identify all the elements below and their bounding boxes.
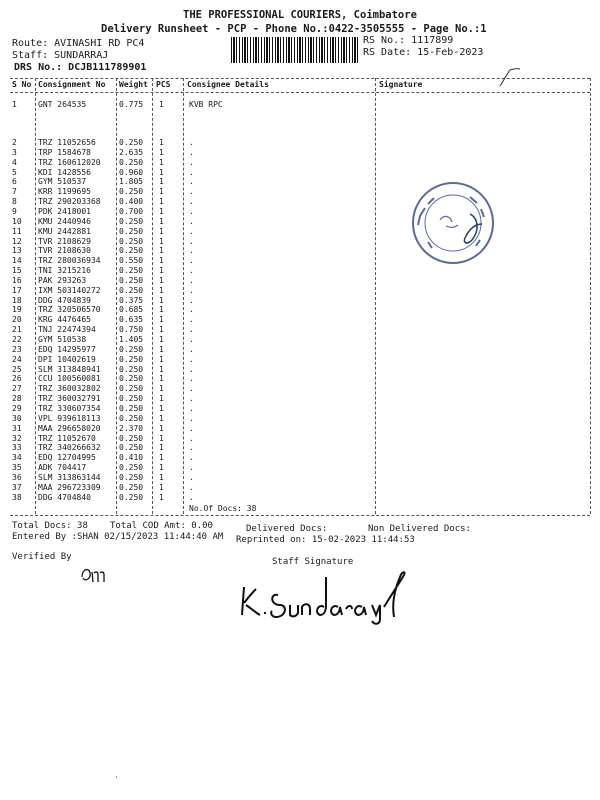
row-pcs: 1 [159,374,164,383]
row-pcs: 1 [159,424,164,433]
row-sno: 2 [12,138,17,147]
row-sno: 8 [12,197,17,206]
row-details: . [189,493,194,502]
runsheet-title: Delivery Runsheet - PCP - Phone No.:0422-3505555 - Page No.:1 [101,23,487,35]
row-details: . [189,394,194,403]
no-of-docs: No.Of Docs: 38 [189,504,257,513]
row-weight: 0.250 [119,384,144,393]
row-pcs: 1 [159,463,164,472]
row-details: . [189,305,194,314]
row-pcs: 1 [159,148,164,157]
row-details: . [189,217,194,226]
row-weight: 0.375 [119,296,144,305]
row-weight: 0.250 [119,246,144,255]
col-consignee: Consignee Details [187,80,269,89]
table-row [0,305,600,315]
scan-mark: ʾ [114,775,119,784]
row-consignment: CCU 100560081 [38,374,101,383]
row-details: . [189,374,194,383]
row-sno: 12 [12,237,22,246]
verified-by: Verified By [12,552,72,562]
row-consignment: KMU 2442881 [38,227,91,236]
row-consignment: EDQ 12704995 [38,453,96,462]
row-details: . [189,424,194,433]
row-sno: 36 [12,473,22,482]
company-name: THE PROFESSIONAL COURIERS, Coimbatore [183,9,417,21]
row-weight: 0.250 [119,374,144,383]
row-details: . [189,483,194,492]
table-row [0,197,600,207]
col-sno: S No [12,80,32,89]
row-sno: 5 [12,168,17,177]
row-sno: 32 [12,434,22,443]
row-details: . [189,443,194,452]
row-pcs: 1 [159,325,164,334]
row-weight: 0.250 [119,473,144,482]
row-weight: 0.250 [119,414,144,423]
row-weight: 0.960 [119,168,144,177]
row-weight: 0.400 [119,197,144,206]
row-details: . [189,463,194,472]
row-pcs: 1 [159,168,164,177]
table-row [0,424,600,434]
row-pcs: 1 [159,296,164,305]
col-weight: Weight [119,80,148,89]
row-pcs: 1 [159,256,164,265]
row-details: . [189,434,194,443]
row-pcs: 1 [159,483,164,492]
total-docs: Total Docs: 38 [12,521,88,531]
row-sno: 34 [12,453,22,462]
row-pcs: 1 [159,453,164,462]
row-sno: 33 [12,443,22,452]
row-weight: 2.635 [119,148,144,157]
row-details: . [189,197,194,206]
row-details: . [189,473,194,482]
row-consignment: EDQ 14295977 [38,345,96,354]
table-row [0,315,600,325]
row-sno: 10 [12,217,22,226]
row-details: . [189,177,194,186]
row-weight: 0.250 [119,266,144,275]
row-sno: 22 [12,335,22,344]
row-pcs: 1 [159,197,164,206]
row-weight: 0.635 [119,315,144,324]
table-row [0,286,600,296]
row-details: . [189,246,194,255]
row-consignment: TRZ 320506570 [38,305,101,314]
row-sno: 19 [12,305,22,314]
row-sno: 3 [12,148,17,157]
row-pcs: 1 [159,493,164,502]
table-row [0,443,600,453]
row-details: . [189,355,194,364]
row-sno: 20 [12,315,22,324]
table-row [0,148,600,158]
row-sno: 1 [12,100,17,109]
delivered-docs: Delivered Docs: [246,524,328,534]
table-row [0,414,600,424]
row-details: KVB RPC [189,100,223,109]
row-consignment: KRG 4476465 [38,315,91,324]
row-weight: 0.550 [119,256,144,265]
row-consignment: DDG 4704840 [38,493,91,502]
row-details: . [189,276,194,285]
row-details: . [189,168,194,177]
row-pcs: 1 [159,443,164,452]
row-weight: 0.250 [119,158,144,167]
row-pcs: 1 [159,414,164,423]
row-consignment: TNJ 22474394 [38,325,96,334]
row-consignment: TRZ 160612020 [38,158,101,167]
row-consignment: TRZ 280036934 [38,256,101,265]
row-pcs: 1 [159,100,164,109]
row-details: . [189,414,194,423]
pen-mark [498,66,522,88]
row-weight: 0.250 [119,355,144,364]
row-weight: 0.250 [119,237,144,246]
row-sno: 13 [12,246,22,255]
row-weight: 0.250 [119,286,144,295]
row-details: . [189,335,194,344]
row-details: . [189,365,194,374]
row-weight: 1.805 [119,177,144,186]
row-weight: 0.250 [119,276,144,285]
row-consignment: TRZ 340266632 [38,443,101,452]
table-row [0,384,600,394]
table-row [0,493,600,503]
row-details: . [189,453,194,462]
rs-number: RS No.: 1117899 [363,35,454,46]
table-row [0,138,600,148]
row-pcs: 1 [159,365,164,374]
row-sno: 9 [12,207,17,216]
col-signature: Signature [379,80,423,89]
row-consignment: TRZ 330607354 [38,404,101,413]
drs-number: DRS No.: DCJB111789901 [14,62,147,73]
row-details: . [189,296,194,305]
row-consignment: TNI 3215216 [38,266,91,275]
row-sno: 16 [12,276,22,285]
row-consignment: SLM 313848941 [38,365,101,374]
staff-signature [234,567,420,627]
row-details: . [189,266,194,275]
row-weight: 0.250 [119,394,144,403]
row-sno: 30 [12,414,22,423]
row-pcs: 1 [159,404,164,413]
col-consignment: Consignment No [38,80,106,89]
row-consignment: DPI 10402619 [38,355,96,364]
row-sno: 23 [12,345,22,354]
entered-by: Entered By :SHAN 02/15/2023 11:44:40 AM [12,532,224,542]
row-consignment: TRZ 360032791 [38,394,101,403]
row-pcs: 1 [159,394,164,403]
table-row [0,100,600,110]
table-row [0,256,600,266]
row-sno: 15 [12,266,22,275]
table-row [0,483,600,493]
row-consignment: ADK 704417 [38,463,87,472]
row-pcs: 1 [159,335,164,344]
row-pcs: 1 [159,246,164,255]
row-sno: 6 [12,177,17,186]
table-row [0,158,600,168]
row-consignment: TRZ 11052670 [38,434,96,443]
row-weight: 0.250 [119,404,144,413]
table-row [0,177,600,187]
row-consignment: GYM 510537 [38,177,87,186]
row-weight: 0.750 [119,325,144,334]
row-consignment: MAA 296658020 [38,424,101,433]
row-details: . [189,138,194,147]
row-pcs: 1 [159,207,164,216]
row-details: . [189,384,194,393]
table-row [0,217,600,227]
table-row [0,394,600,404]
row-pcs: 1 [159,384,164,393]
row-sno: 21 [12,325,22,334]
row-consignment: TVR 2108629 [38,237,91,246]
table-row [0,207,600,217]
row-weight: 0.250 [119,493,144,502]
table-row [0,246,600,256]
row-sno: 27 [12,384,22,393]
row-sno: 38 [12,493,22,502]
row-weight: 0.250 [119,443,144,452]
row-pcs: 1 [159,434,164,443]
row-consignment: IXM 503140272 [38,286,101,295]
row-sno: 4 [12,158,17,167]
row-pcs: 1 [159,237,164,246]
row-weight: 0.250 [119,434,144,443]
table-row [0,335,600,345]
table-bottom-rule [10,515,590,516]
row-weight: 0.250 [119,187,144,196]
table-row [0,374,600,384]
row-consignment: KRR 1199695 [38,187,91,196]
row-sno: 24 [12,355,22,364]
table-row [0,463,600,473]
barcode [231,37,359,63]
row-sno: 35 [12,463,22,472]
row-pcs: 1 [159,355,164,364]
row-pcs: 1 [159,276,164,285]
row-sno: 17 [12,286,22,295]
row-details: . [189,315,194,324]
row-weight: 0.250 [119,463,144,472]
staff-signature-label: Staff Signature [272,557,354,567]
table-row [0,266,600,276]
row-details: . [189,404,194,413]
table-row [0,453,600,463]
table-row [0,276,600,286]
row-sno: 18 [12,296,22,305]
row-sno: 7 [12,187,17,196]
row-consignment: VPL 939618113 [38,414,101,423]
row-details: . [189,187,194,196]
rs-date: RS Date: 15-Feb-2023 [363,47,484,58]
row-details: . [189,237,194,246]
non-delivered-docs: Non Delivered Docs: [368,524,471,534]
row-weight: 0.250 [119,483,144,492]
row-weight: 0.685 [119,305,144,314]
row-consignment: MAA 296723309 [38,483,101,492]
round-stamp [410,180,496,266]
row-consignment: KDI 1428556 [38,168,91,177]
row-weight: 0.250 [119,138,144,147]
row-sno: 25 [12,365,22,374]
table-row [0,355,600,365]
row-details: . [189,207,194,216]
row-pcs: 1 [159,266,164,275]
row-weight: 0.410 [119,453,144,462]
table-row [0,187,600,197]
table-row [0,227,600,237]
row-weight: 0.250 [119,227,144,236]
row-pcs: 1 [159,286,164,295]
row-details: . [189,148,194,157]
row-weight: 1.405 [119,335,144,344]
reprinted-on: Reprinted on: 15-02-2023 11:44:53 [236,535,415,545]
table-row [0,404,600,414]
row-pcs: 1 [159,473,164,482]
row-details: . [189,286,194,295]
row-details: . [189,325,194,334]
row-consignment: TRP 1584678 [38,148,91,157]
table-row [0,473,600,483]
row-weight: 0.250 [119,365,144,374]
row-details: . [189,345,194,354]
route-label: Route: AVINASHI RD PC4 [12,38,145,49]
staff-label: Staff: SUNDARRAJ [12,50,109,61]
col-pcs: PCS [156,80,171,89]
row-details: . [189,227,194,236]
total-cod: Total COD Amt: 0.00 [110,521,213,531]
row-consignment: TVR 2108630 [38,246,91,255]
row-weight: 0.250 [119,217,144,226]
row-pcs: 1 [159,315,164,324]
row-details: . [189,158,194,167]
row-consignment: GYM 510538 [38,335,87,344]
row-pcs: 1 [159,138,164,147]
row-pcs: 1 [159,187,164,196]
row-sno: 29 [12,404,22,413]
row-pcs: 1 [159,158,164,167]
row-weight: 0.775 [119,100,144,109]
row-weight: 2.370 [119,424,144,433]
table-row [0,345,600,355]
row-weight: 0.250 [119,345,144,354]
row-pcs: 1 [159,217,164,226]
row-pcs: 1 [159,305,164,314]
row-sno: 26 [12,374,22,383]
row-pcs: 1 [159,345,164,354]
row-pcs: 1 [159,227,164,236]
verifier-initials [78,563,106,585]
row-consignment: SLM 313863144 [38,473,101,482]
row-sno: 37 [12,483,22,492]
row-consignment: GNT 264535 [38,100,87,109]
row-consignment: TRZ 290203368 [38,197,101,206]
header-rule [10,92,590,93]
table-row [0,325,600,335]
row-consignment: TRZ 360032802 [38,384,101,393]
row-consignment: TRZ 11052656 [38,138,96,147]
row-pcs: 1 [159,177,164,186]
row-weight: 0.700 [119,207,144,216]
row-details: . [189,256,194,265]
row-sno: 28 [12,394,22,403]
row-consignment: PDK 2418001 [38,207,91,216]
row-sno: 14 [12,256,22,265]
row-consignment: DDG 4704839 [38,296,91,305]
row-sno: 11 [12,227,22,236]
row-consignment: PAK 293263 [38,276,87,285]
row-consignment: KMU 2440946 [38,217,91,226]
row-sno: 31 [12,424,22,433]
